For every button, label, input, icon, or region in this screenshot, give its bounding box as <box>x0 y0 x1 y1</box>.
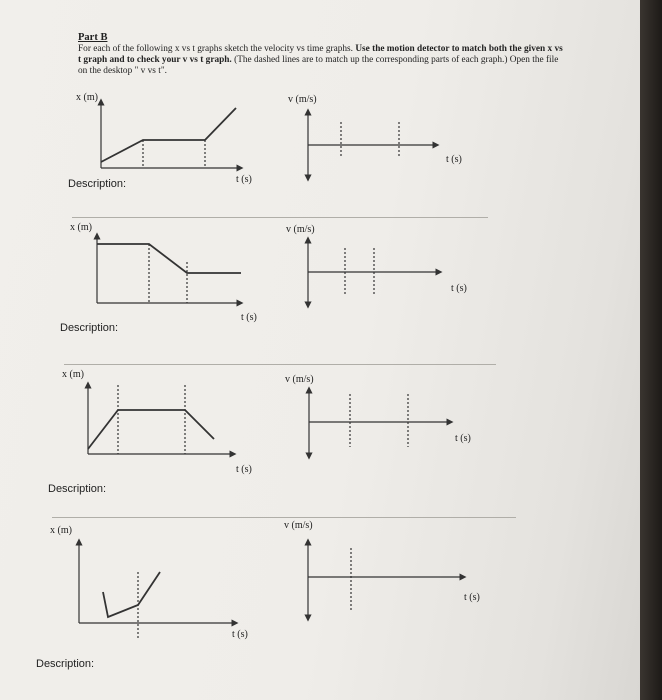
p3-position-curve <box>88 410 214 449</box>
p1-velocity-graph <box>308 112 436 178</box>
p1-x-axis-label: x (m) <box>76 92 98 103</box>
p2-x-t-label: t (s) <box>241 312 257 323</box>
p2-description-label: Description: <box>60 322 119 334</box>
p2-v-t-label: t (s) <box>451 283 467 294</box>
p1-v-t-label: t (s) <box>446 154 462 165</box>
p3-v-t-label: t (s) <box>455 433 471 444</box>
p4-v-axis-label: v (m/s) <box>284 520 313 531</box>
p2-velocity-graph <box>308 240 439 305</box>
part-title: Part B <box>78 32 108 43</box>
p4-position-curve <box>103 572 160 617</box>
p2-position-curve <box>97 244 241 273</box>
p3-x-axis-label: x (m) <box>62 369 84 380</box>
p2-v-axis-label: v (m/s) <box>286 224 315 235</box>
p2-position-graph <box>97 236 241 303</box>
p3-velocity-graph <box>309 390 450 456</box>
instructions-note: (The dashed lines are to match up the corresponding parts of each graph.) Open the file on the desktop " v vs t". <box>78 55 559 76</box>
p3-v-axis-label: v (m/s) <box>285 374 314 385</box>
p1-v-axis-label: v (m/s) <box>288 94 317 105</box>
instructions-text: For each of the following x vs t graphs sketch the velocity vs time graphs. <box>78 44 353 54</box>
p4-position-graph <box>79 542 235 640</box>
p4-velocity-graph <box>308 542 463 618</box>
p3-description-label: Description: <box>48 483 107 495</box>
p4-v-t-label: t (s) <box>464 592 480 603</box>
p3-x-t-label: t (s) <box>236 464 252 475</box>
p2-x-axis-label: x (m) <box>70 222 92 233</box>
instructions-bold: Use the motion detector to match both the given x vs t graph and to check your v vs t graph. <box>78 44 563 65</box>
p3-position-graph <box>88 385 233 454</box>
p4-description-label: Description: <box>36 658 95 670</box>
p4-x-t-label: t (s) <box>232 629 248 640</box>
p1-position-curve <box>101 108 236 162</box>
p1-position-graph <box>101 102 240 168</box>
p4-x-axis-label: x (m) <box>50 525 72 536</box>
p1-description-label: Description: <box>68 178 127 190</box>
p1-x-t-label: t (s) <box>236 174 252 185</box>
